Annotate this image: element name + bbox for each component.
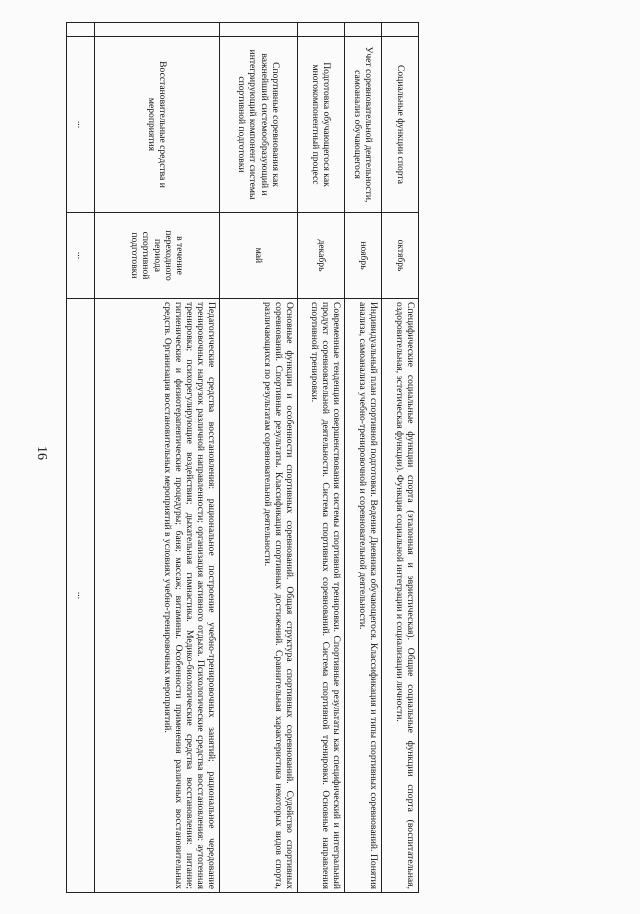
table-row (67, 23, 95, 893)
blank-cell (298, 23, 345, 37)
blank-cell (95, 23, 220, 37)
blank-cell (67, 23, 95, 37)
blank-cell (382, 23, 419, 37)
content-cell: Специфические социальные функции спорта (эталонная и эвристическая). Общие социальные функции спорта (воспитательная, оздоровительная, эстетическая функции). Функция социальной интеграции и социализации личности. (382, 299, 419, 893)
curriculum-table (66, 22, 419, 893)
term-cell: декабрь (298, 213, 345, 299)
term-cell: октябрь (382, 213, 419, 299)
topic-cell: Учет соревновательной деятельности, самоанализ обучающегося (345, 37, 382, 213)
topic-cell: Социальные функции спорта (382, 37, 419, 213)
ellipsis-cell: ... (67, 299, 95, 893)
topic-cell: Спортивные соревнования как важнейший системообразующий и интегрирующий компонент системы спортивной подготовки (220, 37, 298, 213)
page-number: 16 (34, 446, 49, 460)
table-row (298, 23, 345, 893)
term-cell: май (220, 213, 298, 299)
content-cell: Педагогические средства восстановления: рациональное построение учебно-тренировочных занятий; рациональное чередование тренировочных нагрузок различной направленности; организация активного отдыха. Психологические средства восстановления: аутогенная тренировка; психорегулирующие воздействия; дыхательная гимнастика. Медико-биологические средства восстановления: питание; гигиенические и физиотерапевтические процедуры; баня; массаж; витамины. Особенности применения различных восстановительных средств. Организация восстановительных мероприятий в условиях учебно-тренировочных мероприятий. (95, 299, 220, 893)
table-row (220, 23, 298, 893)
blank-cell (220, 23, 298, 37)
content-cell: Современные тенденции совершенствования системы спортивной тренировки. Спортивные результаты как специфический и интегральный продукт соревновательной деятельности. Система спортивных соревнований. Система спортивной тренировки. Основные направления спортивной тренировки. (298, 299, 345, 893)
term-cell: в течение переходного периода спортивной подготовки (95, 213, 220, 299)
ellipsis-cell: ... (67, 37, 95, 213)
table-wrapper (67, 22, 419, 892)
table-row (95, 23, 220, 893)
topic-cell: Восстановительные средства и мероприятия (95, 37, 220, 213)
table-row (382, 23, 419, 893)
term-cell: ноябрь (345, 213, 382, 299)
rotated-table-container (67, 22, 419, 892)
blank-cell (345, 23, 382, 37)
content-cell: Индивидуальный план спортивной подготовки. Ведение Дневника обучающегося. Классификация и типы спортивных соревнований. Понятия анализа, самоанализа учебно-тренировочной и соревновательной деятельности. (345, 299, 382, 893)
ellipsis-cell: ... (67, 213, 95, 299)
table-row (345, 23, 382, 893)
content-cell: Основные функции и особенности спортивных соревнований. Общая структура спортивных соревнований. Судейство спортивных соревнований. Спортивные результаты. Классификация спортивных достижений. Сравнительная характеристика некоторых видов спорта, различающихся по результатам соревновательной деятельности. (220, 299, 298, 893)
topic-cell: Подготовка обучающегося как многокомпонентный процесс (298, 37, 345, 213)
